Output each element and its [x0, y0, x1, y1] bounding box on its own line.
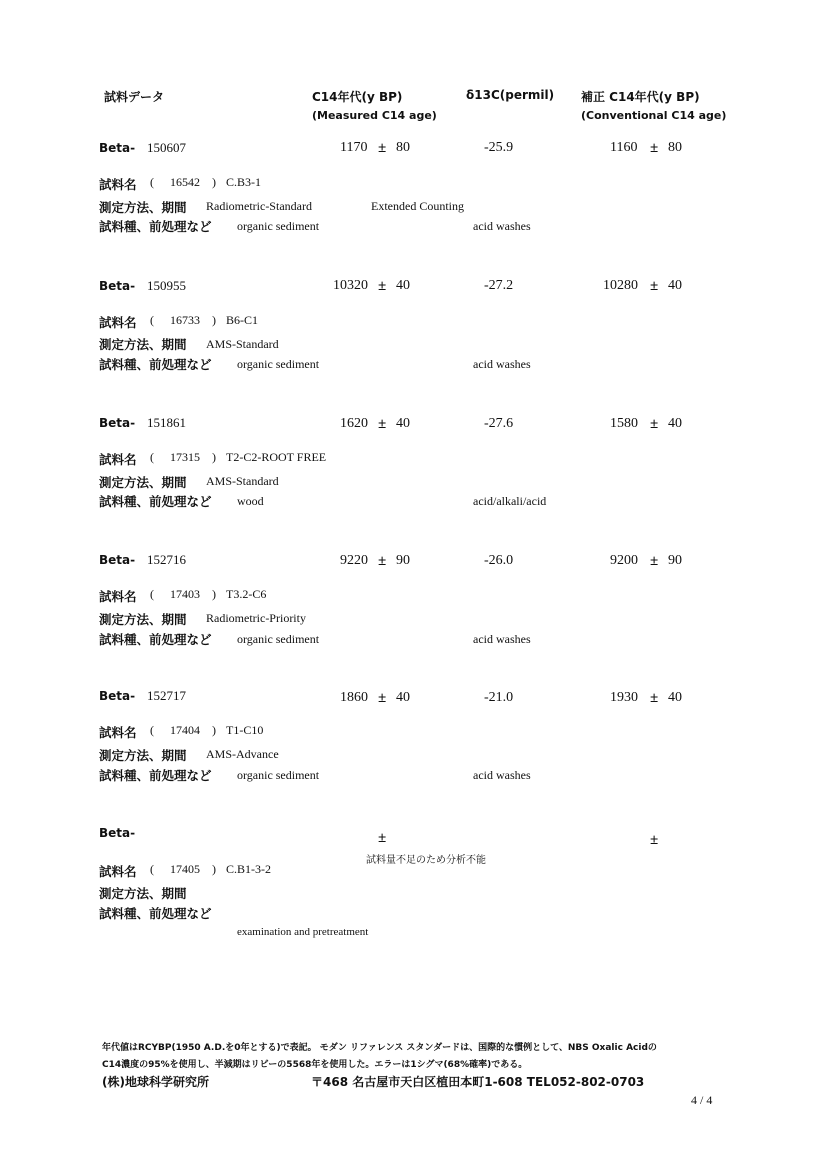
lab-number: 17404	[170, 723, 200, 737]
type-label: 試料種、前処理など	[99, 906, 212, 921]
header-corrected-age-en: (Conventional C14 age)	[581, 109, 727, 122]
conventional-age-error: 90	[668, 553, 682, 568]
conventional-age-error: 40	[668, 690, 682, 705]
lab-number: 17405	[170, 862, 200, 876]
method-value: Radiometric-Priority	[206, 611, 306, 625]
open-paren: (	[150, 175, 154, 189]
d13c-value: -26.0	[484, 553, 514, 568]
pretreatment-value: acid washes	[473, 357, 531, 371]
beta-label: Beta-	[99, 141, 136, 155]
d13c-value: -21.0	[484, 690, 514, 705]
open-paren: (	[150, 723, 154, 737]
close-paren: )	[212, 313, 216, 327]
method-label: 測定方法、期間	[99, 886, 187, 901]
header-corrected-age: 補正 C14年代(y BP)	[581, 90, 700, 104]
conventional-age-error: 40	[668, 278, 682, 293]
footer-note-line1: 年代値はRCYBP(1950 A.D.を0年とする)で表記。 モダン リファレンス スタンダードは、国際的な慣例として、NBS Oxalic Acidの	[102, 1043, 657, 1053]
lab-number: 17315	[170, 450, 200, 464]
material-value: organic sediment	[237, 768, 320, 782]
method-label: 測定方法、期間	[99, 475, 187, 490]
conventional-age-error: 80	[668, 140, 682, 155]
d13c-value: -27.2	[484, 278, 514, 293]
sample-name: T2-C2-ROOT FREE	[226, 450, 327, 464]
method-label: 測定方法、期間	[99, 612, 187, 627]
close-paren: )	[212, 723, 216, 737]
beta-number: 152716	[147, 552, 186, 567]
material-value: organic sediment	[237, 219, 320, 233]
lab-number: 16542	[170, 175, 200, 189]
open-paren: (	[150, 862, 154, 876]
conventional-age: 1160	[610, 140, 638, 155]
plus-minus: ±	[650, 690, 659, 706]
pretreatment-value: acid washes	[473, 632, 531, 646]
d13c-value: -25.9	[484, 140, 514, 155]
conventional-age: 10280	[603, 278, 638, 293]
conventional-age: 1580	[610, 416, 638, 431]
measured-age-error: 40	[396, 278, 410, 293]
lab-number: 17403	[170, 587, 200, 601]
conventional-age-error: 40	[668, 416, 682, 431]
method-value: AMS-Standard	[206, 337, 279, 351]
measured-age: 9220	[340, 553, 368, 568]
analysis-failed-note: 試料量不足のため分析不能	[366, 855, 486, 866]
measured-age: 1170	[340, 140, 368, 155]
plus-minus: ±	[378, 416, 387, 432]
type-value: examination and pretreatment	[237, 926, 369, 938]
beta-label: Beta-	[99, 553, 136, 567]
plus-minus: ±	[378, 278, 387, 294]
type-label: 試料種、前処理など	[99, 632, 212, 647]
sample-name-label: 試料名	[99, 589, 137, 604]
lab-number: 16733	[170, 313, 200, 327]
open-paren: (	[150, 587, 154, 601]
plus-minus: ±	[378, 690, 387, 706]
header-sample-data: 試料データ	[104, 90, 165, 104]
close-paren: )	[212, 587, 216, 601]
method-value: AMS-Advance	[206, 747, 279, 761]
plus-minus: ±	[378, 830, 387, 846]
company-address: 〒468 名古屋市天白区植田本町1-608 TEL052-802-0703	[311, 1075, 645, 1089]
open-paren: (	[150, 313, 154, 327]
conventional-age: 9200	[610, 553, 638, 568]
sample-name-label: 試料名	[99, 177, 137, 192]
method-label: 測定方法、期間	[99, 200, 187, 215]
plus-minus: ±	[650, 416, 659, 432]
method-extra: Extended Counting	[371, 199, 464, 213]
page-number: 4 / 4	[691, 1093, 713, 1107]
type-label: 試料種、前処理など	[99, 219, 212, 234]
sample-name: B6-C1	[226, 313, 259, 327]
plus-minus: ±	[378, 140, 387, 156]
beta-label: Beta-	[99, 689, 136, 703]
measured-age: 1860	[340, 690, 368, 705]
method-value: Radiometric-Standard	[206, 199, 312, 213]
close-paren: )	[212, 862, 216, 876]
method-label: 測定方法、期間	[99, 337, 187, 352]
sample-name-label: 試料名	[99, 315, 137, 330]
company-name: (株)地球科学研究所	[102, 1075, 209, 1089]
header-c14-age: C14年代(y BP)	[312, 90, 403, 104]
sample-name-label: 試料名	[99, 452, 137, 467]
beta-number: 152717	[147, 688, 186, 703]
d13c-value: -27.6	[484, 416, 514, 431]
material-value: organic sediment	[237, 357, 320, 371]
header-d13c: δ13C(permil)	[466, 88, 555, 102]
plus-minus: ±	[650, 140, 659, 156]
sample-name: C.B1-3-2	[226, 862, 271, 876]
pretreatment-value: acid washes	[473, 768, 531, 782]
close-paren: )	[212, 450, 216, 464]
measured-age-error: 40	[396, 416, 410, 431]
sample-name: T1-C10	[226, 723, 264, 737]
plus-minus: ±	[650, 832, 659, 848]
material-value: organic sediment	[237, 632, 320, 646]
measured-age: 1620	[340, 416, 368, 431]
plus-minus: ±	[650, 278, 659, 294]
material-value: wood	[237, 494, 264, 508]
footer-note-line2: C14濃度の95%を使用し、半減期はリビーの5568年を使用した。エラーは1シグマ(68%確率)である。	[102, 1060, 528, 1070]
method-label: 測定方法、期間	[99, 748, 187, 763]
conventional-age: 1930	[610, 690, 638, 705]
measured-age-error: 40	[396, 690, 410, 705]
measured-age-error: 80	[396, 140, 410, 155]
beta-number: 150607	[147, 140, 186, 155]
type-label: 試料種、前処理など	[99, 357, 212, 372]
sample-name-label: 試料名	[99, 725, 137, 740]
header-c14-age-en: (Measured C14 age)	[312, 109, 437, 122]
method-value: AMS-Standard	[206, 474, 279, 488]
beta-label: Beta-	[99, 416, 136, 430]
sample-name: T3.2-C6	[226, 587, 267, 601]
plus-minus: ±	[378, 553, 387, 569]
beta-label: Beta-	[99, 826, 136, 840]
type-label: 試料種、前処理など	[99, 768, 212, 783]
measured-age-error: 90	[396, 553, 410, 568]
close-paren: )	[212, 175, 216, 189]
sample-name: C.B3-1	[226, 175, 262, 189]
plus-minus: ±	[650, 553, 659, 569]
pretreatment-value: acid/alkali/acid	[473, 494, 547, 508]
measured-age: 10320	[333, 278, 368, 293]
beta-number: 151861	[147, 415, 186, 430]
sample-name-label: 試料名	[99, 864, 137, 879]
beta-label: Beta-	[99, 279, 136, 293]
open-paren: (	[150, 450, 154, 464]
type-label: 試料種、前処理など	[99, 494, 212, 509]
beta-number: 150955	[147, 278, 186, 293]
pretreatment-value: acid washes	[473, 219, 531, 233]
